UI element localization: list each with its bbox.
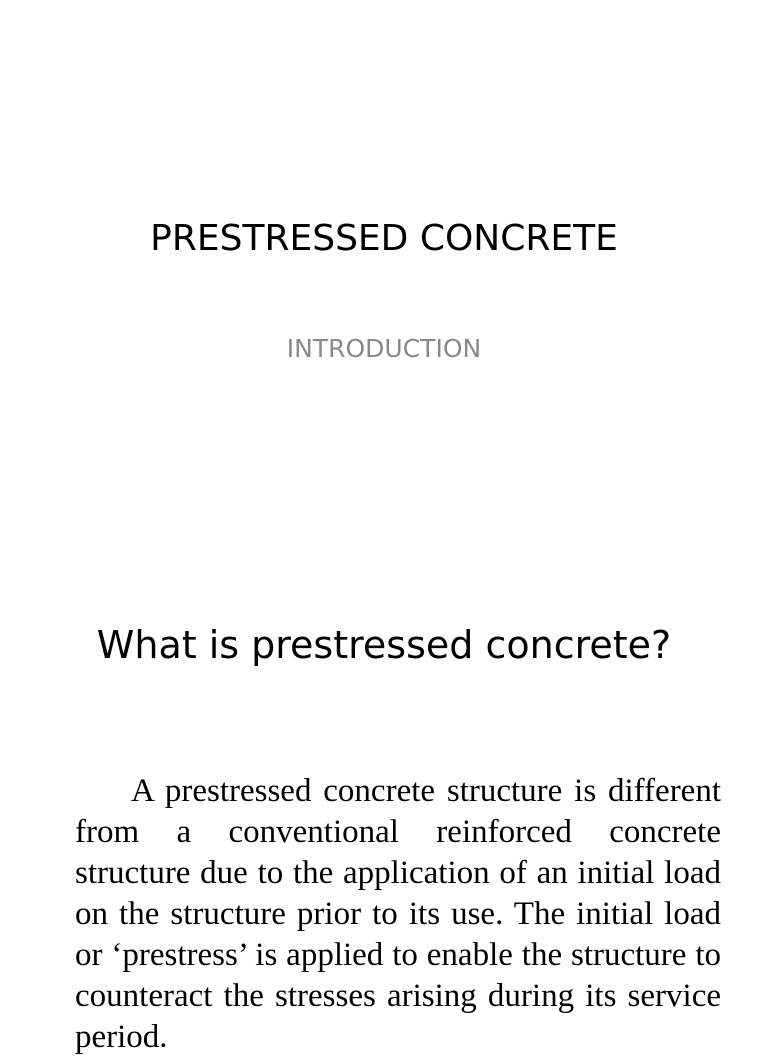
slide-heading: What is prestressed concrete? [96,623,672,667]
body-paragraph: A prestressed concrete structure is different from a conventional reinforced concrete structure due to the application of an initial load on the structure prior to its use. The initial load or ‘prestress’ is applied to enable the structure to counteract the stresses arising during its service period. [75,773,721,1055]
slide-subtitle: INTRODUCTION [286,334,482,363]
content-slide [0,575,768,1055]
slide-title: PRESTRESSED CONCRETE [150,218,618,259]
